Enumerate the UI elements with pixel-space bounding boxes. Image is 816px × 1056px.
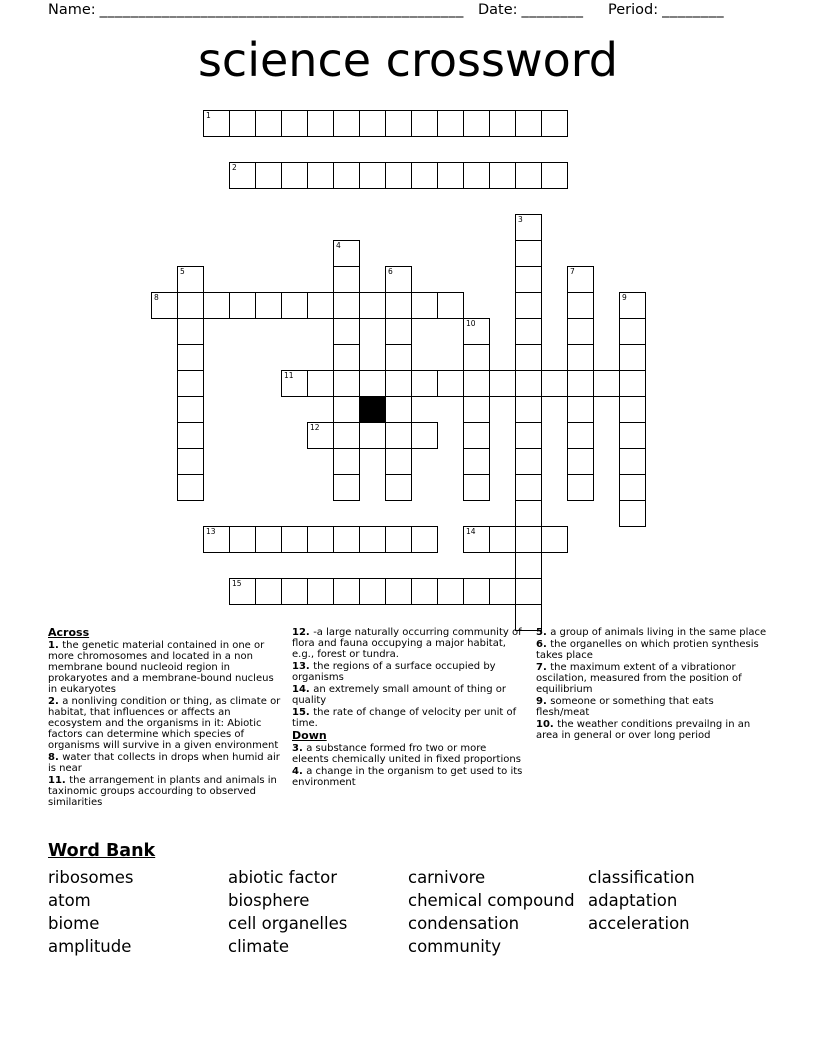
grid-cell xyxy=(515,448,542,475)
grid-cell xyxy=(437,370,464,397)
cell-number: 2 xyxy=(232,163,237,172)
period-label: Period: xyxy=(608,2,659,18)
grid-cell xyxy=(515,396,542,423)
crossword-grid xyxy=(151,110,673,632)
clue-text: an extremely small amount of thing or quality xyxy=(292,684,507,706)
grid-cell xyxy=(385,266,412,293)
grid-cell xyxy=(411,422,438,449)
clue-number: 8. xyxy=(48,752,63,763)
grid-cell xyxy=(333,292,360,319)
grid-cell xyxy=(307,370,334,397)
grid-cell xyxy=(385,370,412,397)
word-bank-word: amplitude xyxy=(48,937,132,956)
word-bank-column xyxy=(228,866,408,958)
clue-text: water that collects in drops when humid air is near xyxy=(48,752,280,774)
grid-cell xyxy=(333,448,360,475)
grid-cell xyxy=(359,292,386,319)
grid-cell xyxy=(567,474,594,501)
word-bank-column xyxy=(588,866,768,958)
word-bank-word: abiotic factor xyxy=(228,868,337,887)
word-bank-columns xyxy=(48,866,768,958)
grid-cell xyxy=(515,240,542,267)
grid-cell xyxy=(385,110,412,137)
grid-cell xyxy=(463,162,490,189)
grid-cell xyxy=(619,344,646,371)
clue-number: 2. xyxy=(48,696,63,707)
grid-cell xyxy=(385,396,412,423)
grid-cell xyxy=(411,370,438,397)
grid-cell xyxy=(619,448,646,475)
grid-cell xyxy=(541,162,568,189)
word-bank-word: biome xyxy=(48,914,100,933)
grid-cell xyxy=(541,110,568,137)
name-field xyxy=(48,2,464,18)
grid-cell xyxy=(333,396,360,423)
grid-cell xyxy=(333,422,360,449)
grid-cell xyxy=(255,162,282,189)
grid-cell xyxy=(541,526,568,553)
grid-cell xyxy=(177,266,204,293)
cell-number: 5 xyxy=(180,267,185,276)
clue-8 xyxy=(48,752,281,774)
grid-cell xyxy=(567,448,594,475)
clue-12 xyxy=(292,627,525,660)
grid-cell xyxy=(359,422,386,449)
grid-cell xyxy=(307,578,334,605)
grid-cell xyxy=(333,162,360,189)
clue-text: the rate of change of velocity per unit of time. xyxy=(292,707,517,729)
grid-cell xyxy=(177,448,204,475)
word-bank-word: atom xyxy=(48,891,91,910)
grid-cell xyxy=(515,318,542,345)
page-title: science crossword xyxy=(197,33,619,87)
word-bank-word: climate xyxy=(228,937,290,956)
clues-section xyxy=(48,627,780,809)
grid-cell xyxy=(515,292,542,319)
grid-cell xyxy=(489,578,516,605)
grid-cell xyxy=(177,422,204,449)
grid-cell xyxy=(437,292,464,319)
grid-cell xyxy=(567,266,594,293)
cell-number: 3 xyxy=(518,215,523,224)
clue-number: 5. xyxy=(536,627,551,638)
word-bank-word: acceleration xyxy=(588,914,690,933)
grid-cell xyxy=(229,292,256,319)
grid-cell xyxy=(411,110,438,137)
clue-4 xyxy=(292,766,525,788)
word-bank-word: cell organelles xyxy=(228,914,348,933)
grid-cell xyxy=(359,578,386,605)
period-field xyxy=(608,2,724,18)
grid-cell xyxy=(515,422,542,449)
grid-cell xyxy=(255,292,282,319)
clue-text: a group of animals living in the same place xyxy=(550,627,767,638)
grid-cell xyxy=(489,370,516,397)
grid-cell xyxy=(333,578,360,605)
cell-number: 7 xyxy=(570,267,575,276)
grid-cell xyxy=(333,266,360,293)
word-bank-word: classification xyxy=(588,868,695,887)
grid-cell xyxy=(385,162,412,189)
clue-10 xyxy=(536,719,769,741)
grid-cell xyxy=(515,214,542,241)
grid-cell xyxy=(203,110,230,137)
grid-cell xyxy=(177,370,204,397)
clue-number: 1. xyxy=(48,640,63,651)
grid-cell xyxy=(489,162,516,189)
clue-number: 6. xyxy=(536,639,551,650)
grid-cell xyxy=(437,578,464,605)
cell-number: 12 xyxy=(310,423,320,432)
grid-cell xyxy=(411,578,438,605)
clue-5 xyxy=(536,627,769,638)
grid-cell xyxy=(541,370,568,397)
grid-cell xyxy=(307,292,334,319)
clue-column-2 xyxy=(292,627,525,809)
word-bank-column xyxy=(48,866,228,958)
grid-cell xyxy=(359,526,386,553)
clue-text: a nonliving condition or thing, as climate or habitat, that influences or affects an ecosystem and the organisms in it: Abiotic factors can determine which species of organisms will survive in a given environment xyxy=(48,696,281,751)
grid-cell xyxy=(567,292,594,319)
grid-cell xyxy=(203,526,230,553)
word-bank-header: Word Bank xyxy=(48,841,156,861)
clue-text: the regions of a surface occupied by organisms xyxy=(292,661,496,683)
grid-cell xyxy=(281,110,308,137)
grid-cell xyxy=(515,110,542,137)
grid-cell xyxy=(307,162,334,189)
clue-13 xyxy=(292,661,525,683)
clue-number: 4. xyxy=(292,766,307,777)
grid-cell xyxy=(463,370,490,397)
word-bank-word: biosphere xyxy=(228,891,310,910)
grid-cell xyxy=(333,240,360,267)
grid-cell xyxy=(437,110,464,137)
grid-cell xyxy=(333,318,360,345)
grid-cell xyxy=(489,526,516,553)
cell-number: 13 xyxy=(206,527,216,536)
grid-cell xyxy=(619,422,646,449)
grid-cell xyxy=(281,162,308,189)
clue-11 xyxy=(48,775,281,808)
grid-cell xyxy=(385,448,412,475)
clue-section-header: Across xyxy=(48,626,90,639)
clue-number: 15. xyxy=(292,707,314,718)
clue-15 xyxy=(292,707,525,729)
cell-number: 6 xyxy=(388,267,393,276)
grid-cell xyxy=(307,526,334,553)
clue-9 xyxy=(536,696,769,718)
grid-cell xyxy=(333,344,360,371)
grid-cell xyxy=(619,396,646,423)
grid-cell xyxy=(515,578,542,605)
grid-cell xyxy=(515,162,542,189)
grid-cell xyxy=(333,474,360,501)
clue-1 xyxy=(48,640,281,695)
clue-number: 14. xyxy=(292,684,314,695)
grid-cell xyxy=(463,318,490,345)
grid-cell xyxy=(463,422,490,449)
grid-cell xyxy=(567,370,594,397)
grid-cell xyxy=(515,526,542,553)
grid-cell xyxy=(463,110,490,137)
clue-column-3 xyxy=(536,627,769,809)
grid-cell xyxy=(463,578,490,605)
grid-cell xyxy=(359,162,386,189)
grid-cell xyxy=(463,344,490,371)
grid-cell xyxy=(515,370,542,397)
grid-cell xyxy=(229,110,256,137)
grid-cell xyxy=(281,578,308,605)
clue-section-header: Down xyxy=(292,729,327,742)
grid-cell xyxy=(463,448,490,475)
date-blank-line: ________ xyxy=(521,2,584,18)
grid-cell xyxy=(489,110,516,137)
clue-number: 9. xyxy=(536,696,551,707)
grid-cell xyxy=(229,578,256,605)
grid-cell xyxy=(515,474,542,501)
clue-3 xyxy=(292,743,525,765)
grid-cell xyxy=(411,526,438,553)
grid-cell xyxy=(177,292,204,319)
cell-number: 14 xyxy=(466,527,476,536)
grid-cell xyxy=(255,526,282,553)
grid-cell xyxy=(177,474,204,501)
grid-cell xyxy=(411,162,438,189)
word-bank-word: ribosomes xyxy=(48,868,134,887)
grid-cell xyxy=(229,526,256,553)
clue-number: 11. xyxy=(48,775,70,786)
grid-cell xyxy=(385,578,412,605)
grid-cell xyxy=(567,396,594,423)
clue-number: 13. xyxy=(292,661,314,672)
grid-cell xyxy=(463,396,490,423)
clue-number: 3. xyxy=(292,743,307,754)
grid-cell xyxy=(333,526,360,553)
date-field xyxy=(478,2,584,18)
grid-cell xyxy=(593,370,620,397)
clue-text: a change in the organism to get used to its environment xyxy=(292,766,523,788)
grid-cell xyxy=(359,370,386,397)
grid-cell xyxy=(281,292,308,319)
word-bank-word: carnivore xyxy=(408,868,486,887)
grid-cell xyxy=(333,370,360,397)
cell-number: 9 xyxy=(622,293,627,302)
cell-number: 11 xyxy=(284,371,294,380)
grid-cell xyxy=(619,500,646,527)
grid-cell xyxy=(515,266,542,293)
clue-number: 10. xyxy=(536,719,558,730)
grid-cell xyxy=(385,318,412,345)
clue-text: -a large naturally occurring community of flora and fauna occupying a major habitat, e.g., forest or tundra. xyxy=(292,627,522,660)
grid-cell xyxy=(619,370,646,397)
word-bank-word: chemical compound xyxy=(408,891,575,910)
grid-cell xyxy=(255,578,282,605)
clue-text: the weather conditions prevailng in an area in general or over long period xyxy=(536,719,751,741)
clue-number: 7. xyxy=(536,662,551,673)
grid-cell xyxy=(619,474,646,501)
clue-column-1 xyxy=(48,627,281,809)
clue-2 xyxy=(48,696,281,751)
grid-cell xyxy=(333,110,360,137)
grid-cell xyxy=(437,162,464,189)
grid-cell xyxy=(385,474,412,501)
clue-number: 12. xyxy=(292,627,314,638)
name-blank-line: _______________________________________________ xyxy=(99,2,464,18)
cell-number: 4 xyxy=(336,241,341,250)
clue-6 xyxy=(536,639,769,661)
cell-number: 1 xyxy=(206,111,211,120)
grid-cell xyxy=(385,422,412,449)
grid-cell xyxy=(307,110,334,137)
grid-cell xyxy=(281,526,308,553)
grid-cell xyxy=(385,526,412,553)
grid-cell xyxy=(281,370,308,397)
clue-text: a substance formed fro two or more eleents chemically united in fixed proportions xyxy=(292,743,521,765)
clue-text: the maximum extent of a vibrationor oscilation, measured from the position of equilibrium xyxy=(536,662,742,695)
grid-cell xyxy=(411,292,438,319)
black-cell xyxy=(359,396,386,423)
clue-text: the arrangement in plants and animals in taxinomic groups accourding to observed similarities xyxy=(48,775,277,808)
date-label: Date: xyxy=(478,2,518,18)
word-bank-word: adaptation xyxy=(588,891,678,910)
grid-cell xyxy=(229,162,256,189)
word-bank-word: condensation xyxy=(408,914,520,933)
clue-text: someone or something that eats flesh/meat xyxy=(536,696,714,718)
grid-cell xyxy=(515,500,542,527)
grid-cell xyxy=(177,318,204,345)
clue-14 xyxy=(292,684,525,706)
word-bank-word: community xyxy=(408,937,502,956)
name-label: Name: xyxy=(48,2,96,18)
grid-cell xyxy=(307,422,334,449)
clue-text: the organelles on which protien synthesis takes place xyxy=(536,639,759,661)
grid-cell xyxy=(515,552,542,579)
grid-cell xyxy=(463,526,490,553)
grid-cell xyxy=(151,292,178,319)
grid-cell xyxy=(359,110,386,137)
word-bank-column xyxy=(408,866,588,958)
clue-7 xyxy=(536,662,769,695)
grid-cell xyxy=(177,344,204,371)
cell-number: 15 xyxy=(232,579,242,588)
grid-cell xyxy=(177,396,204,423)
grid-cell xyxy=(567,318,594,345)
period-blank-line: ________ xyxy=(662,2,725,18)
cell-number: 10 xyxy=(466,319,476,328)
grid-cell xyxy=(619,292,646,319)
grid-cell xyxy=(567,344,594,371)
grid-cell xyxy=(255,110,282,137)
clue-text: the genetic material contained in one or more chromosomes and located in a non membrane bound nucleoid region in prokaryotes and a membrane-bound nucleus in eukaryotes xyxy=(48,640,274,695)
grid-cell xyxy=(515,344,542,371)
grid-cell xyxy=(463,474,490,501)
grid-cell xyxy=(567,422,594,449)
cell-number: 8 xyxy=(154,293,159,302)
grid-cell xyxy=(385,344,412,371)
grid-cell xyxy=(203,292,230,319)
grid-cell xyxy=(619,318,646,345)
grid-cell xyxy=(385,292,412,319)
